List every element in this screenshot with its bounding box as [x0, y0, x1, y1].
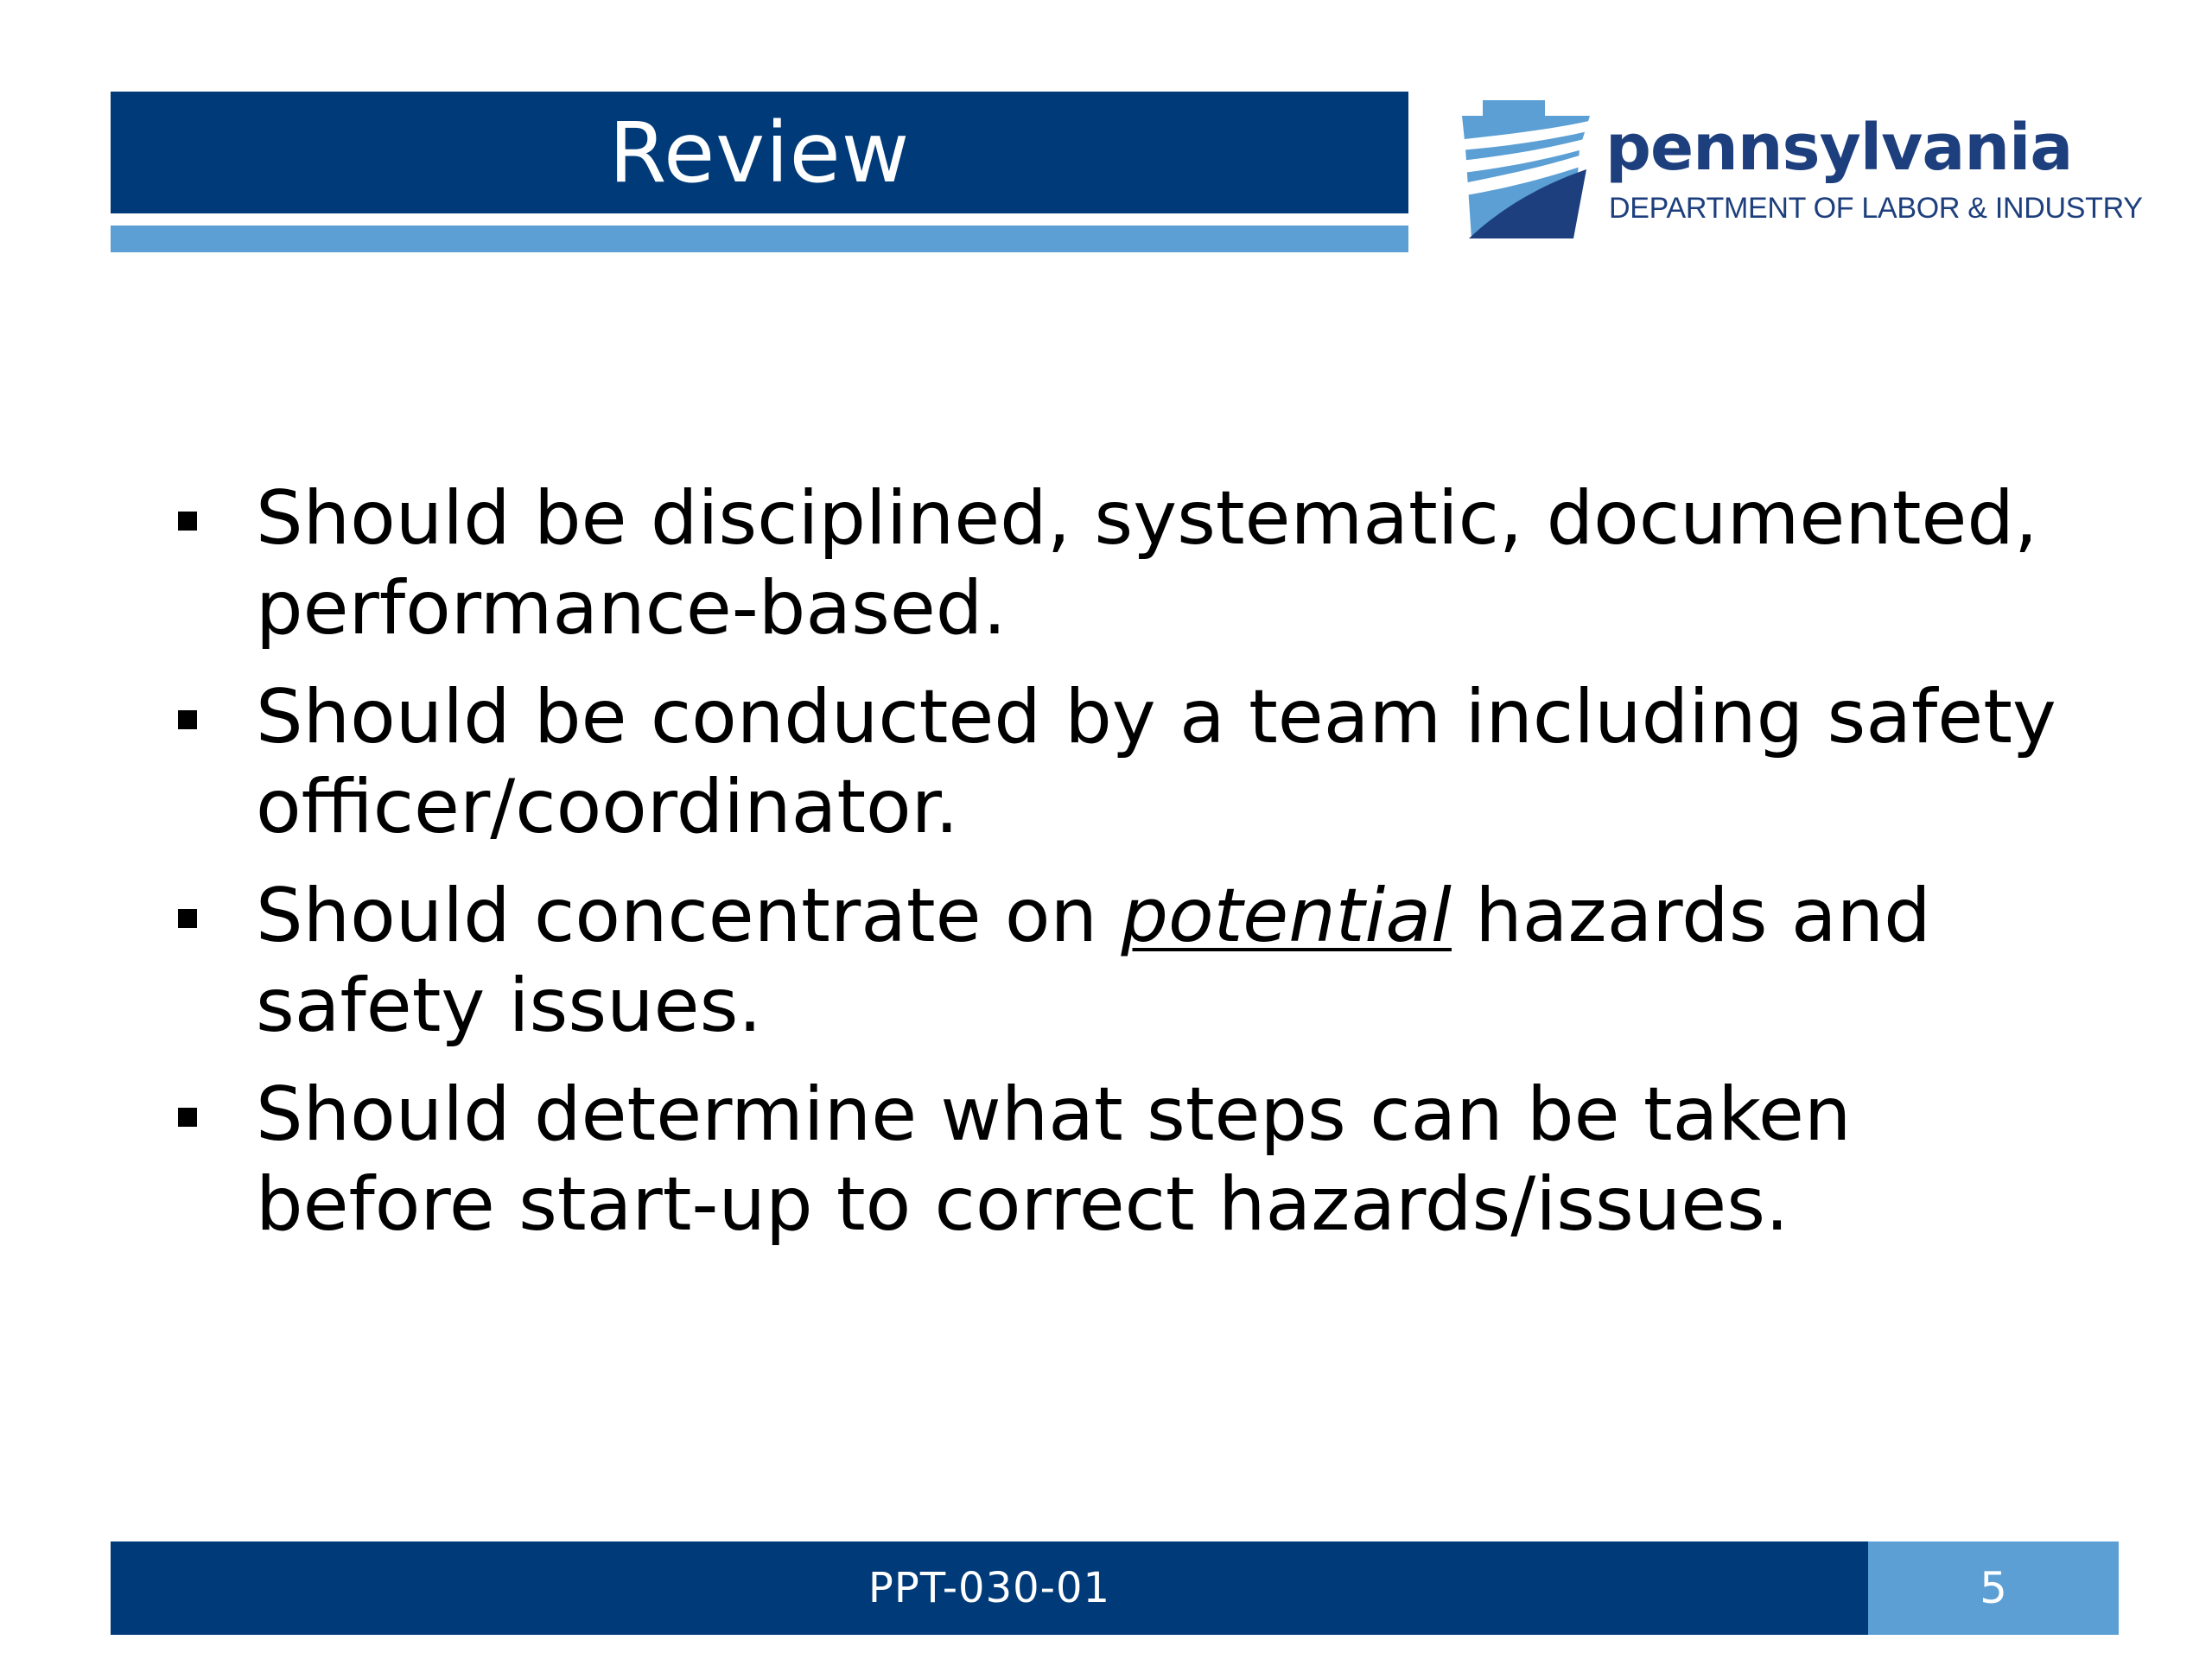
slide-title: Review [608, 104, 911, 201]
pa-dli-logo [1450, 97, 2141, 244]
bullet-square-icon [178, 909, 197, 928]
bullet-text-after: hazards and safety issues. [256, 873, 1931, 1049]
bullet-item [164, 672, 2108, 852]
keystone-icon [1450, 100, 1599, 238]
bullet-text: Should be disciplined, systematic, documented, performance-based. [256, 475, 2038, 652]
bullet-item [164, 1070, 2108, 1249]
bullet-item [164, 871, 2108, 1051]
bullet-text: Should be conducted by a team including safety officer/coordinator. [256, 674, 2056, 850]
title-underline [111, 226, 1408, 252]
bullet-square-icon [178, 710, 197, 729]
logo-name: pennsylvania [1605, 111, 2073, 185]
page-number: 5 [1980, 1563, 2007, 1613]
page-number-box [1868, 1541, 2119, 1635]
title-bar [111, 92, 1408, 213]
emphasis-potential: potential [1121, 873, 1452, 959]
bullet-list [164, 474, 2108, 1268]
bullet-square-icon [178, 512, 197, 531]
footer-bar [111, 1541, 1868, 1635]
logo-department: DEPARTMENT OF LABOR & INDUSTRY [1609, 192, 2143, 225]
bullet-text-before: Should concentrate on [256, 873, 1122, 959]
bullet-square-icon [178, 1108, 197, 1127]
bullet-text: Should determine what steps can be taken before start-up to correct hazards/issues. [256, 1071, 1852, 1248]
document-code: PPT-030-01 [868, 1564, 1111, 1612]
bullet-item [164, 474, 2108, 653]
